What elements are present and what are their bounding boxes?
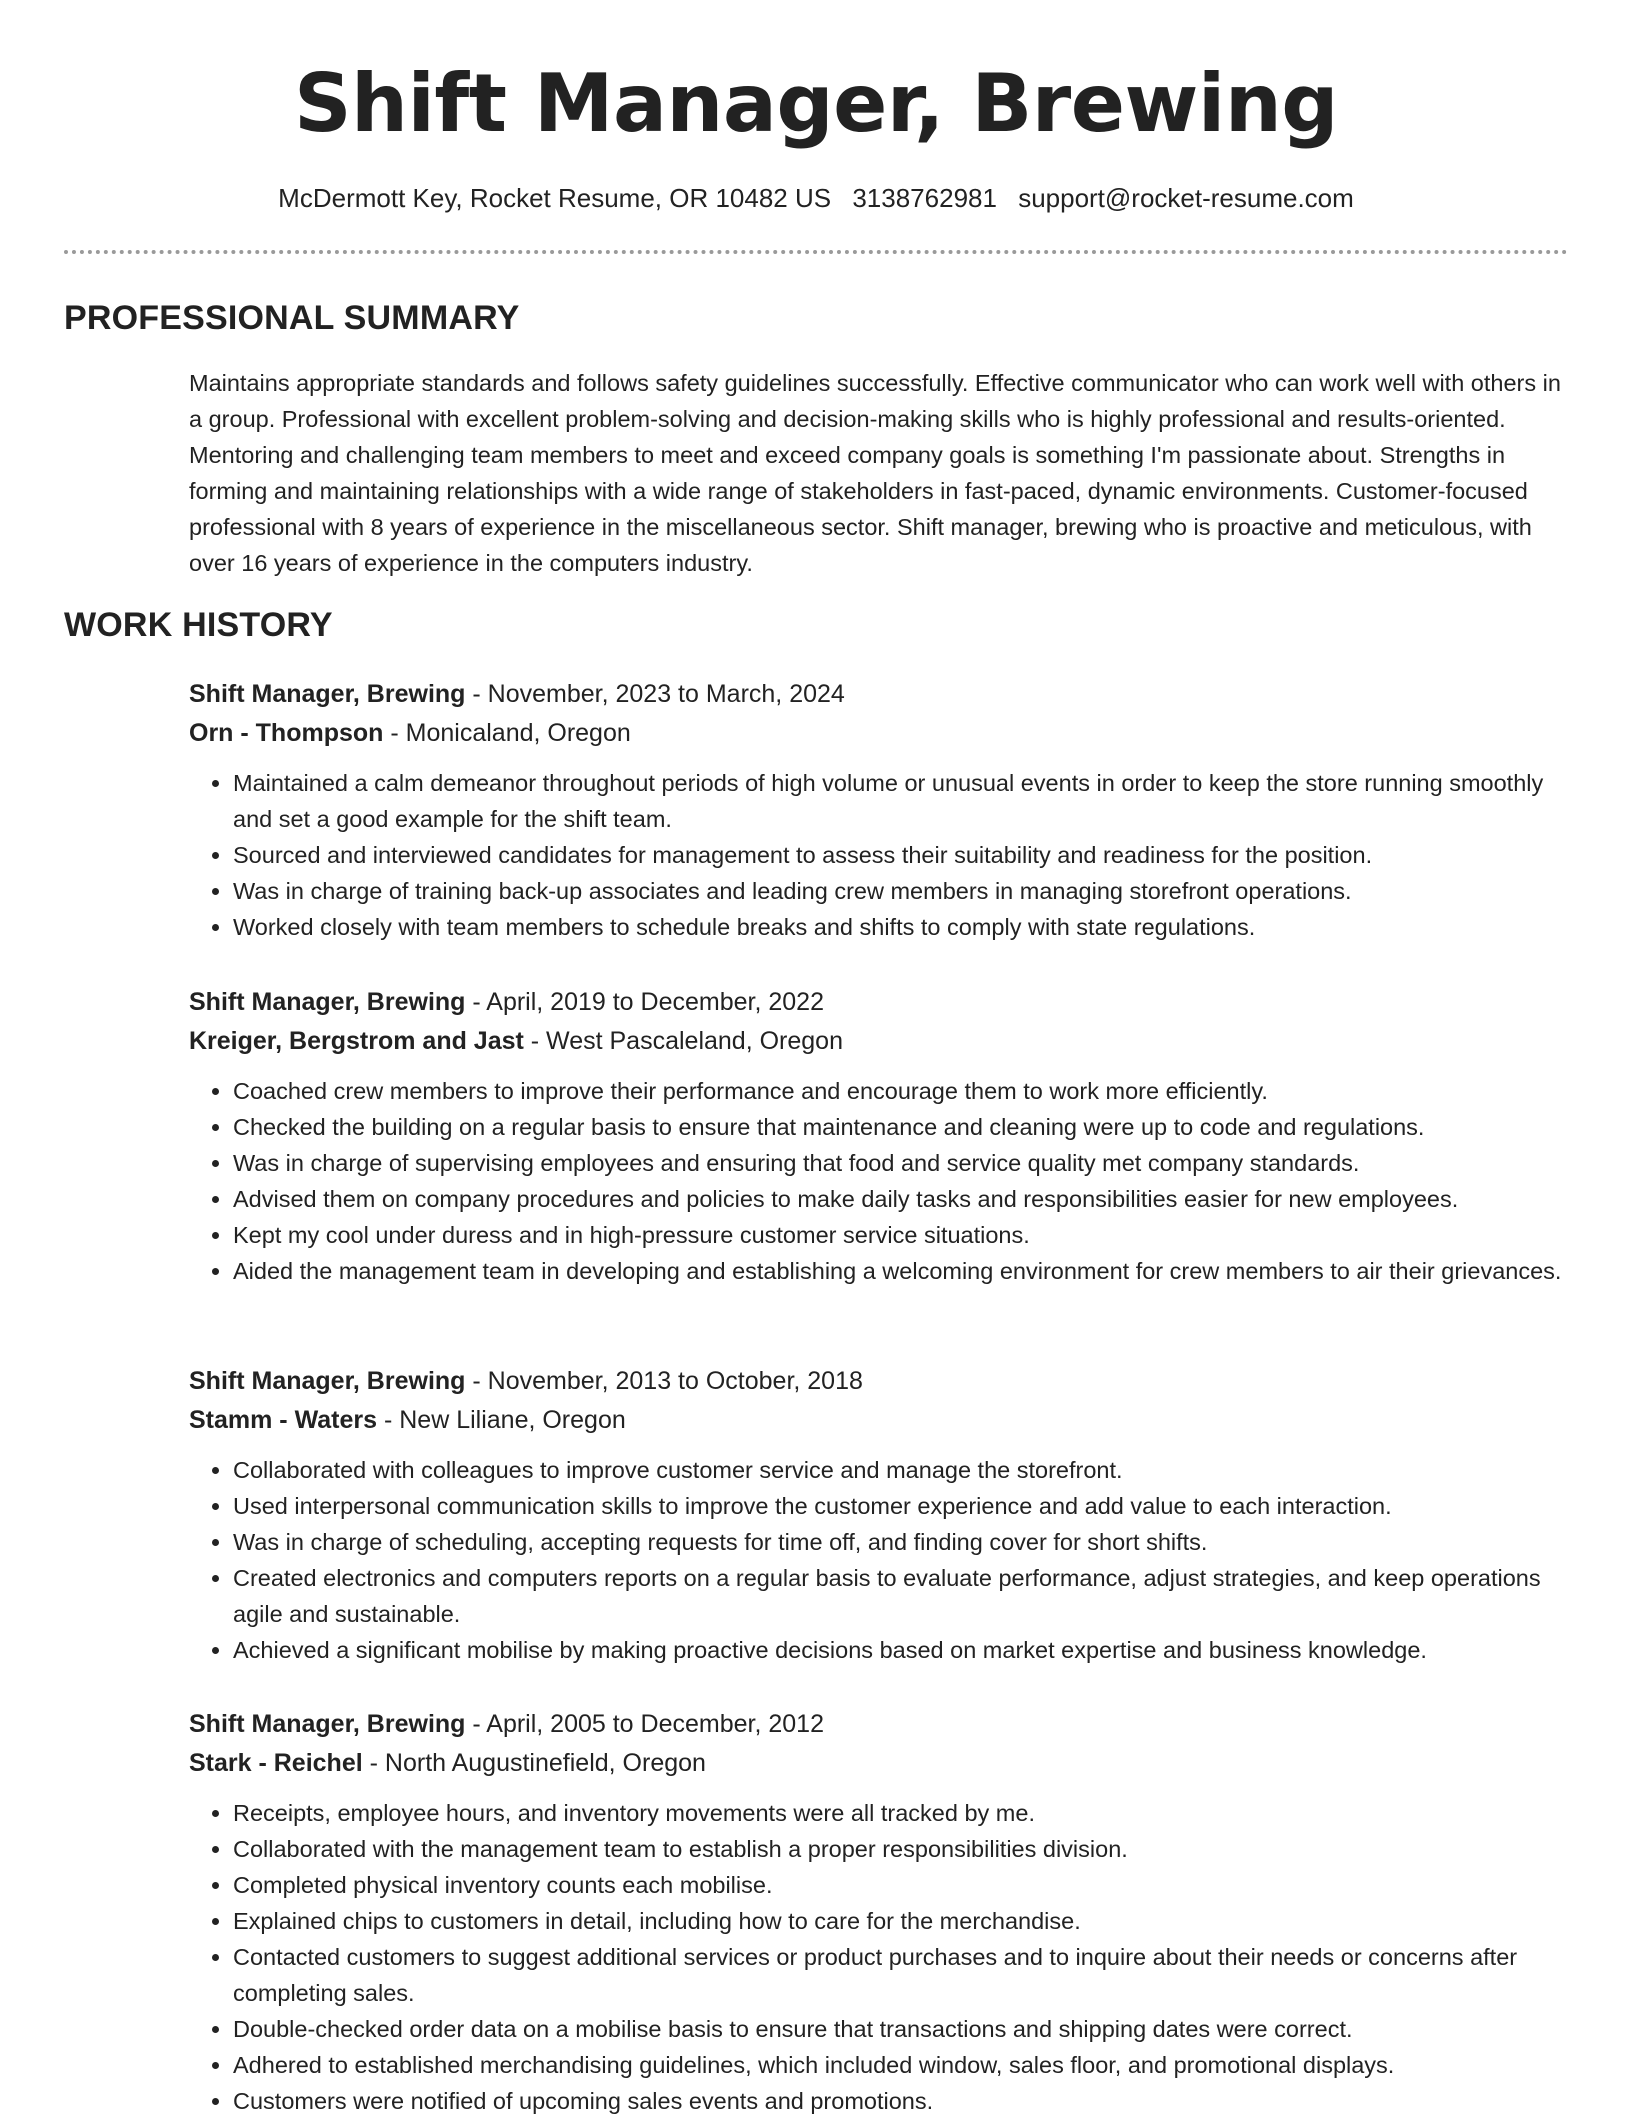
list-item: • Was in charge of training back-up associates and leading crew members in managing storefront operations.: [233, 873, 1569, 909]
job-title-line: [189, 675, 1569, 714]
job-title: Shift Manager, Brewing: [189, 988, 466, 1016]
list-item: • Customers were notified of upcoming sales events and promotions.: [233, 2083, 1569, 2119]
job-company-line: [189, 1401, 1569, 1440]
list-item: • Used interpersonal communication skills to improve the customer experience and add value to each interaction.: [233, 1488, 1569, 1524]
list-item: • Achieved a significant mobilise by making proactive decisions based on market expertise and business knowledge.: [233, 1632, 1569, 1668]
job-entry: [189, 983, 1569, 1289]
list-item: • Collaborated with the management team to establish a proper responsibilities division.: [233, 1831, 1569, 1867]
job-dates: - November, 2023 to March, 2024: [465, 680, 845, 708]
header-divider: [64, 250, 1568, 254]
list-item: • Checked the building on a regular basis to ensure that maintenance and cleaning were up to code and regulations.: [233, 1109, 1569, 1145]
job-location: - New Liliane, Oregon: [377, 1406, 626, 1434]
job-bullets: [189, 1795, 1569, 2119]
work-history-heading: WORK HISTORY: [64, 606, 333, 644]
job-title: Shift Manager, Brewing: [189, 1710, 466, 1738]
job-bullets: [189, 1073, 1569, 1289]
list-item: • Created electronics and computers reports on a regular basis to evaluate performance, adjust strategies, and keep operations agile and sustainable.: [233, 1560, 1569, 1632]
contact-phone: 3138762981: [852, 183, 997, 213]
job-entry: [189, 1705, 1569, 2119]
list-item: • Was in charge of scheduling, accepting requests for time off, and finding cover for short shifts.: [233, 1524, 1569, 1560]
job-dates: - April, 2005 to December, 2012: [465, 1710, 824, 1738]
job-company-line: [189, 1744, 1569, 1783]
job-title-line: [189, 983, 1569, 1022]
job-title-line: [189, 1705, 1569, 1744]
job-location: - West Pascaleland, Oregon: [523, 1027, 843, 1055]
job-title: Shift Manager, Brewing: [189, 1367, 466, 1395]
list-item: • Collaborated with colleagues to improve customer service and manage the storefront.: [233, 1452, 1569, 1488]
job-title: Shift Manager, Brewing: [189, 680, 466, 708]
list-item: • Worked closely with team members to schedule breaks and shifts to comply with state regulations.: [233, 909, 1569, 945]
list-item: • Adhered to established merchandising guidelines, which included window, sales floor, and promotional displays.: [233, 2047, 1569, 2083]
job-entry: [189, 1362, 1569, 1668]
job-bullets: [189, 1452, 1569, 1668]
summary-heading: PROFESSIONAL SUMMARY: [64, 299, 520, 337]
list-item: • Was in charge of supervising employees and ensuring that food and service quality met company standards.: [233, 1145, 1569, 1181]
job-entry: [189, 675, 1569, 945]
job-dates: - November, 2013 to October, 2018: [465, 1367, 863, 1395]
page-title: Shift Manager, Brewing: [293, 57, 1339, 150]
list-item: • Completed physical inventory counts each mobilise.: [233, 1867, 1569, 1903]
list-item: • Aided the management team in developing and establishing a welcoming environment for crew members to air their grievances.: [233, 1253, 1569, 1289]
job-dates: - April, 2019 to December, 2022: [465, 988, 824, 1016]
job-company: Orn - Thompson: [189, 719, 384, 747]
list-item: • Receipts, employee hours, and inventory movements were all tracked by me.: [233, 1795, 1569, 1831]
job-title-line: [189, 1362, 1569, 1401]
job-company: Stamm - Waters: [189, 1406, 378, 1434]
summary-text: Maintains appropriate standards and follows safety guidelines successfully. Effective communicator who can work well with others in a group. Professional with excellent problem-solving and decision-making skills who is highly professional and results-oriented. Mentoring and challenging team members to meet and exceed company goals is something I'm passionate about. Strengths in forming and maintaining relationships with a wide range of stakeholders in fast-paced, dynamic environments. Customer-focused professional with 8 years of experience in the miscellaneous sector. Shift manager, brewing who is proactive and meticulous, with over 16 years of experience in the computers industry.: [189, 370, 1561, 576]
contact-info: [0, 180, 1632, 216]
contact-email: support@rocket-resume.com: [1018, 183, 1354, 213]
list-item: • Sourced and interviewed candidates for management to assess their suitability and readiness for the position.: [233, 837, 1569, 873]
list-item: • Maintained a calm demeanor throughout periods of high volume or unusual events in order to keep the store running smoothly and set a good example for the shift team.: [233, 765, 1569, 837]
list-item: • Advised them on company procedures and policies to make daily tasks and responsibilities easier for new employees.: [233, 1181, 1569, 1217]
list-item: • Explained chips to customers in detail, including how to care for the merchandise.: [233, 1903, 1569, 1939]
list-item: • Double-checked order data on a mobilise basis to ensure that transactions and shipping dates were correct.: [233, 2011, 1569, 2047]
contact-address: McDermott Key, Rocket Resume, OR 10482 US: [278, 183, 832, 213]
job-location: - Monicaland, Oregon: [383, 719, 631, 747]
job-company-line: [189, 1022, 1569, 1061]
job-location: - North Augustinefield, Oregon: [362, 1749, 706, 1777]
job-company-line: [189, 714, 1569, 753]
job-bullets: [189, 765, 1569, 945]
job-company: Kreiger, Bergstrom and Jast: [189, 1027, 524, 1055]
list-item: • Contacted customers to suggest additional services or product purchases and to inquire about their needs or concerns after completing sales.: [233, 1939, 1569, 2011]
list-item: • Coached crew members to improve their performance and encourage them to work more efficiently.: [233, 1073, 1569, 1109]
job-company: Stark - Reichel: [189, 1749, 363, 1777]
list-item: • Kept my cool under duress and in high-pressure customer service situations.: [233, 1217, 1569, 1253]
